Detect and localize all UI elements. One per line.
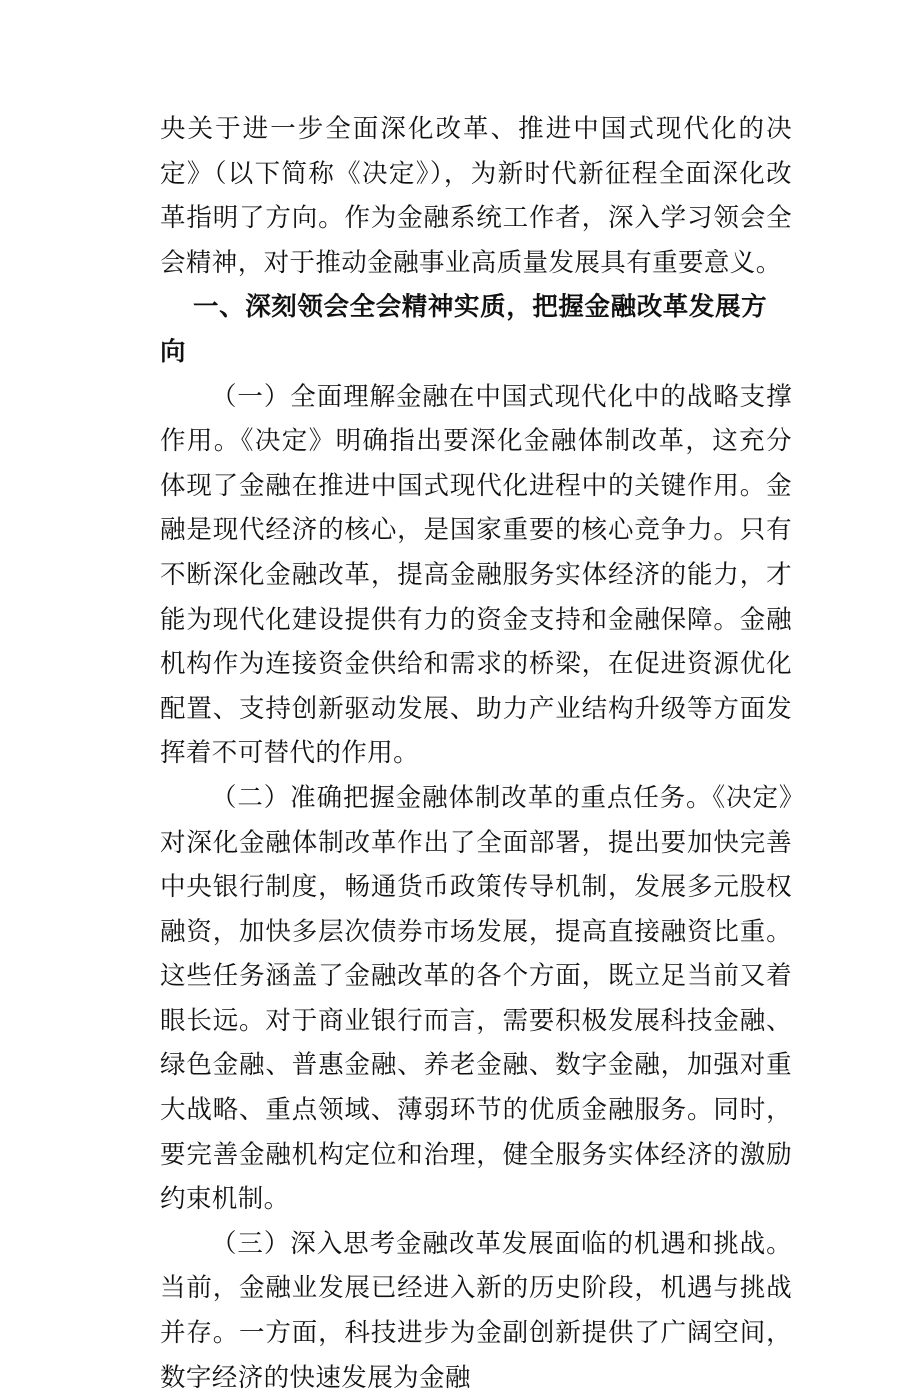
paragraph-3: （三）深入思考金融改革发展面临的机遇和挑战。当前，金融业发展已经进入新的历史阶段，机遇与挑战并存。一方面，科技进步为金副创新提供了广阔空间，数字经济的快速发展为金融 [160, 1228, 792, 1393]
document-body [160, 107, 792, 1400]
paragraph-2: （二）准确把握金融体制改革的重点任务。《决定》对深化金融体制改革作出了全面部署，提出要加快完善中央银行制度，畅通货币政策传导机制，发展多元股权融资，加快多层次债券市场发展，提高直接融资比重。这些任务涵盖了金融改革的各个方面，既立足当前又着眼长远。对于商业银行而言，需要积极发展科技金融、绿色金融、普惠金融、养老金融、数字金融，加强对重大战略、重点领域、薄弱环节的优质金融服务。同时，要完善金融机构定位和治理，健全服务实体经济的激励约束机制。 [160, 782, 792, 1215]
intro-paragraph: 央关于进一步全面深化改革、推进中国式现代化的决定》（以下简称《决定》），为新时代新征程全面深化改革指明了方向。作为金融系统工作者，深入学习领会全会精神，对于推动金融事业高质量发展具有重要意义。 [160, 114, 792, 278]
paragraph-1: （一）全面理解金融在中国式现代化中的战略支撑作用。《决定》明确指出要深化金融体制改革，这充分体现了金融在推进中国式现代化进程中的关键作用。金融是现代经济的核心，是国家重要的核心竞争力。只有不断深化金融改革，提高金融服务实体经济的能力，才能为现代化建设提供有力的资金支持和金融保障。金融机构作为连接资金供给和需求的桥梁，在促进资源优化配置、支持创新驱动发展、助力产业结构升级等方面发挥着不可替代的作用。 [160, 381, 792, 769]
section-heading: 一、深刻领会全会精神实质，把握金融改革发展方向 [160, 292, 768, 367]
